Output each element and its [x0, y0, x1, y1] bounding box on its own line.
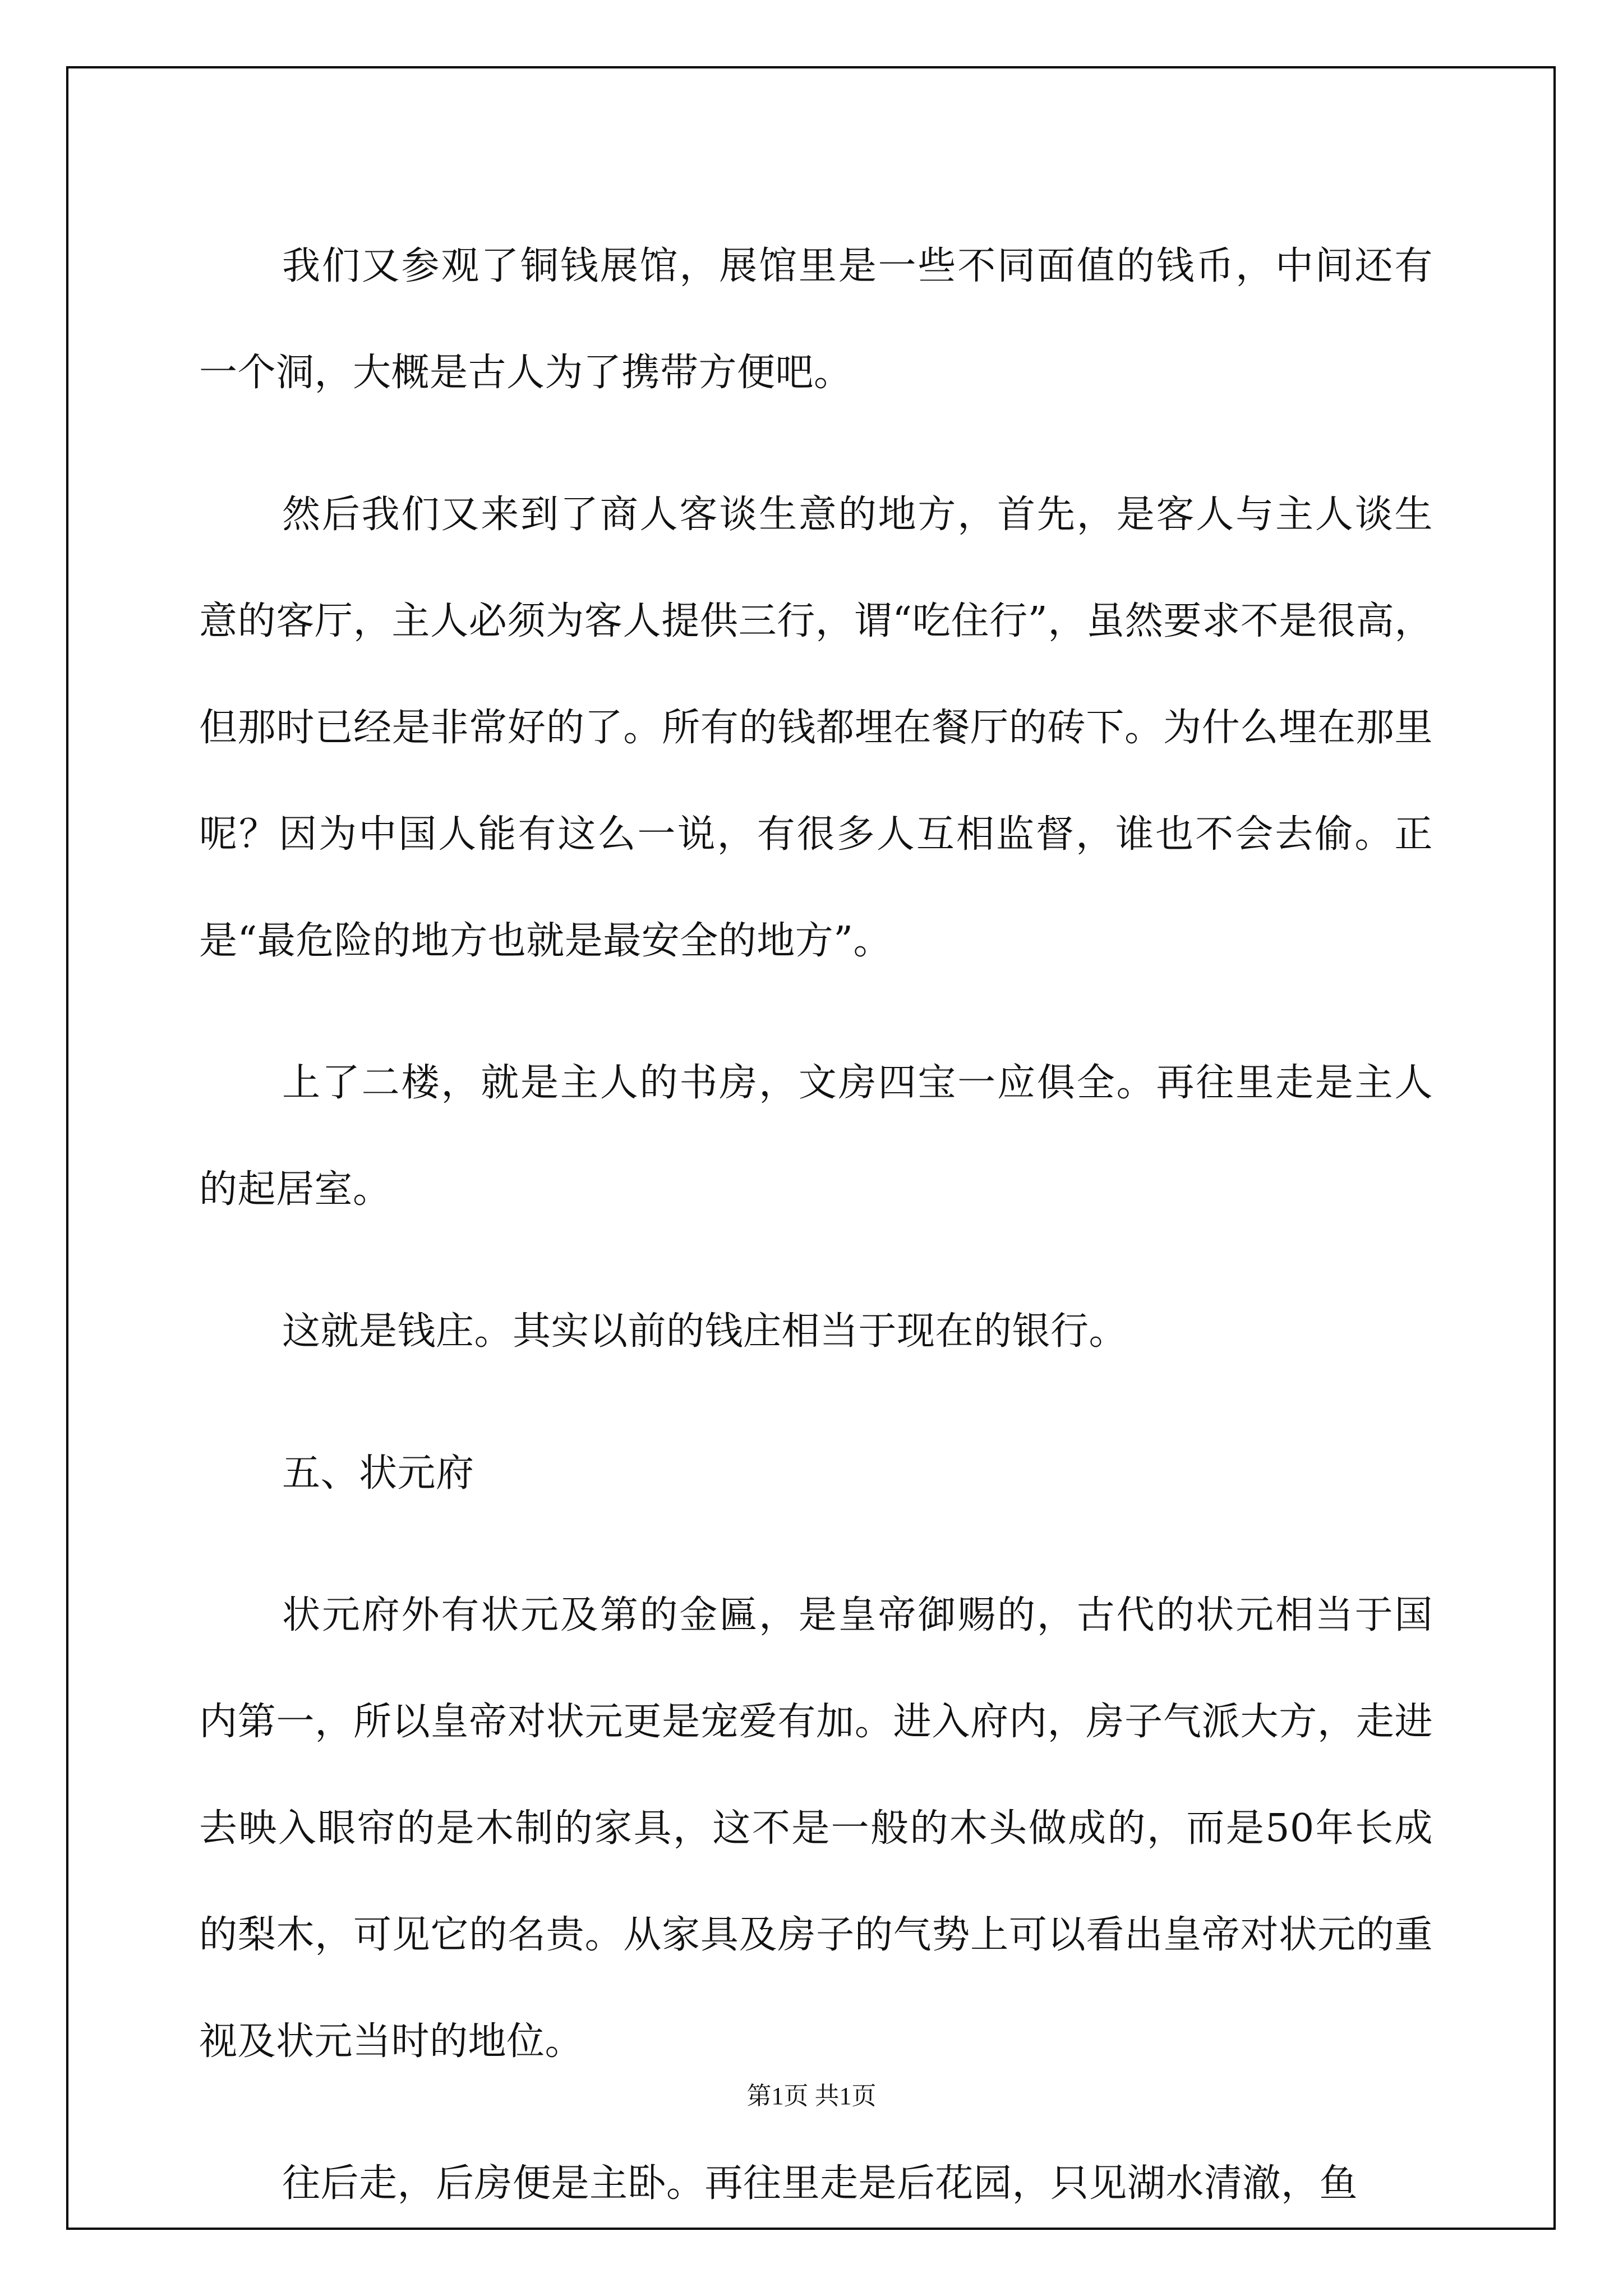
- paragraph-merchant-parlor: 然后我们又来到了商人客谈生意的地方，首先，是客人与主人谈生意的客厅，主人必须为客人提供三行，谓“吃住行”，虽然要求不是很高，但那时已经是非常好的了。所有的钱都埋在餐厅的砖下。为什么埋在那里呢？因为中国人能有这么一说，有很多人互相监督，谁也不会去偷。正是“最危险的地方也就是最安全的地方”。: [199, 493, 1433, 963]
- paragraph-zhuangyuan-mansion: 状元府外有状元及第的金匾，是皇帝御赐的，古代的状元相当于国内第一，所以皇帝对状元更是宠爱有加。进入府内，房子气派大方，走进去映入眼帘的是木制的家具，这不是一般的木头做成的，而是50年长成的梨木，可见它的名贵。从家具及房子的气势上可以看出皇帝对状元的重视及状元当时的地位。: [199, 1593, 1433, 2064]
- paragraph-copper-coin-hall: 我们又参观了铜钱展馆，展馆里是一些不同面值的钱币，中间还有一个洞，大概是古人为了携带方便吧。: [199, 244, 1433, 395]
- document-body: [199, 213, 1433, 2272]
- section-heading-zhuangyuan-mansion: 五、状元府: [282, 1451, 474, 1496]
- paragraph-back-garden: 往后走，后房便是主卧。再往里走是后花园，只见湖水清澈，鱼: [282, 2161, 1358, 2206]
- page-number-footer: 第1页 共1页: [746, 2082, 877, 2110]
- paragraph-qianzhuang-bank: 这就是钱庄。其实以前的钱庄相当于现在的银行。: [282, 1309, 1128, 1354]
- paragraph-study-room: 上了二楼，就是主人的书房，文房四宝一应俱全。再往里走是主人的起居室。: [199, 1061, 1433, 1212]
